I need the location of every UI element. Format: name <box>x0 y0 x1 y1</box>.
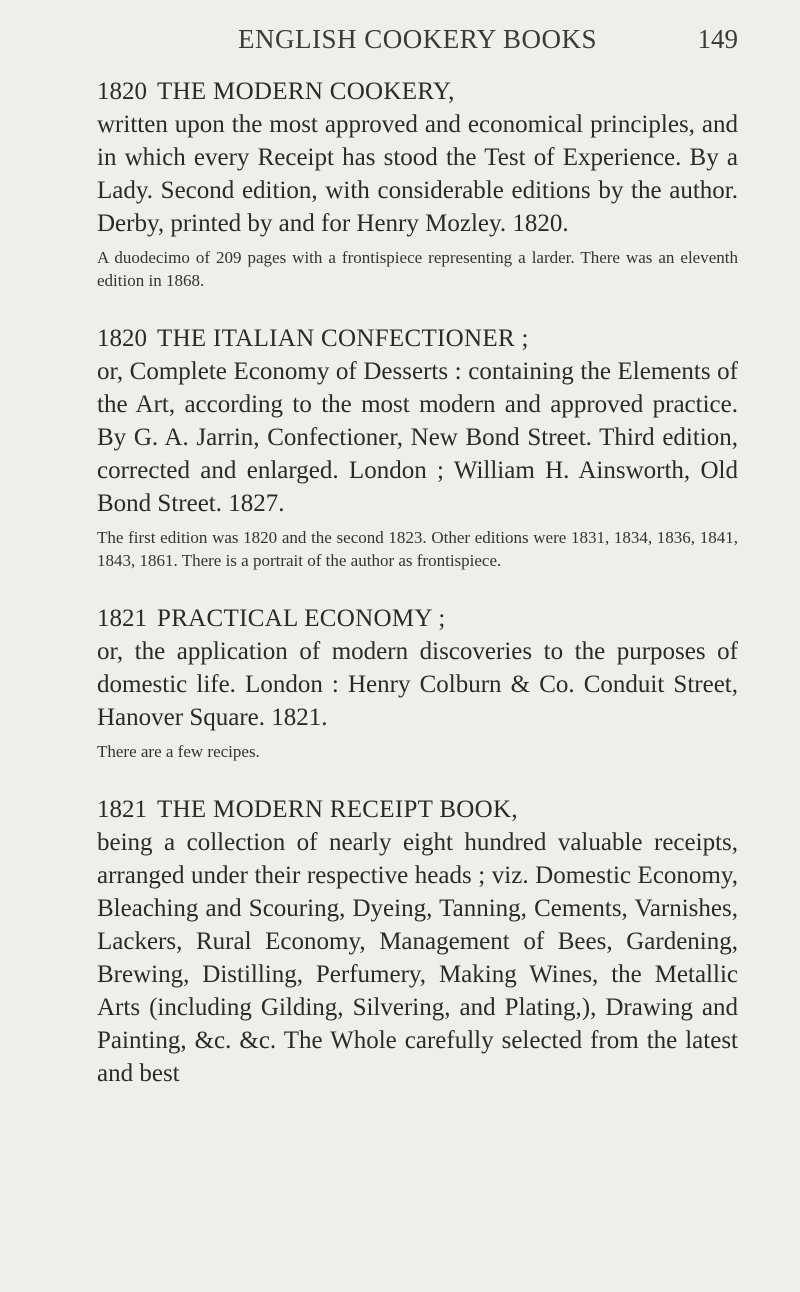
bibliography-entry <box>97 322 738 572</box>
entry-description: being a collection of nearly eight hundred valuable receipts, arranged under their respective heads ; viz. Domestic Economy, Bleaching and Scouring, Dyeing, Tanning, Cements, Varnishes, Lackers, Rural Economy, Management of Bees, Gardening, Brewing, Distilling, Perfumery, Making Wines, the Metallic Arts (including Gilding, Silvering, and Plating,), Drawing and Painting, &c. &c. The Whole carefully selected from the latest and best <box>97 829 738 1087</box>
running-head <box>97 0 738 75</box>
entry-year: 1820 <box>97 78 147 105</box>
entry-description: or, the application of modern discoveries to the purposes of domestic life. London : Henry Colburn & Co. Conduit Street, Hanover Square. 1821. <box>97 638 738 731</box>
entry-year: 1821 <box>97 796 147 823</box>
entry-title: THE MODERN COOKERY, <box>157 78 455 105</box>
entry-year: 1821 <box>97 605 147 632</box>
bibliography-entry <box>97 793 738 1090</box>
entry-heading <box>97 75 738 108</box>
page-number: 149 <box>697 24 738 54</box>
entry-year: 1820 <box>97 325 147 352</box>
entry-note: A duodecimo of 209 pages with a frontispiece representing a larder. There was an eleventh edition in 1868. <box>97 248 738 290</box>
entry-title: THE ITALIAN CONFECTIONER ; <box>157 325 529 352</box>
entry-description: written upon the most approved and economical principles, and in which every Receipt has stood the Test of Experience. By a Lady. Second edition, with considerable editions by the author. Derby, printed by and for Henry Mozley. 1820. <box>97 111 738 237</box>
entry-heading <box>97 322 738 355</box>
bibliography-entry <box>97 602 738 763</box>
running-title: ENGLISH COOKERY BOOKS <box>237 24 598 54</box>
entry-heading <box>97 793 738 826</box>
bibliography-entry <box>97 75 738 292</box>
entry-heading <box>97 602 738 635</box>
entry-note: There are a few recipes. <box>97 742 260 761</box>
entry-title: THE MODERN RECEIPT BOOK, <box>157 796 518 823</box>
entry-title: PRACTICAL ECONOMY ; <box>157 605 446 632</box>
entry-description: or, Complete Economy of Desserts : containing the Elements of the Art, according to the most modern and approved practice. By G. A. Jarrin, Confectioner, New Bond Street. Third edition, corrected and enlarged. London ; William H. Ainsworth, Old Bond Street. 1827. <box>97 358 738 517</box>
entry-note: The first edition was 1820 and the second 1823. Other editions were 1831, 1834, 1836, 1841, 1843, 1861. There is a portrait of the author as frontispiece. <box>97 528 738 570</box>
